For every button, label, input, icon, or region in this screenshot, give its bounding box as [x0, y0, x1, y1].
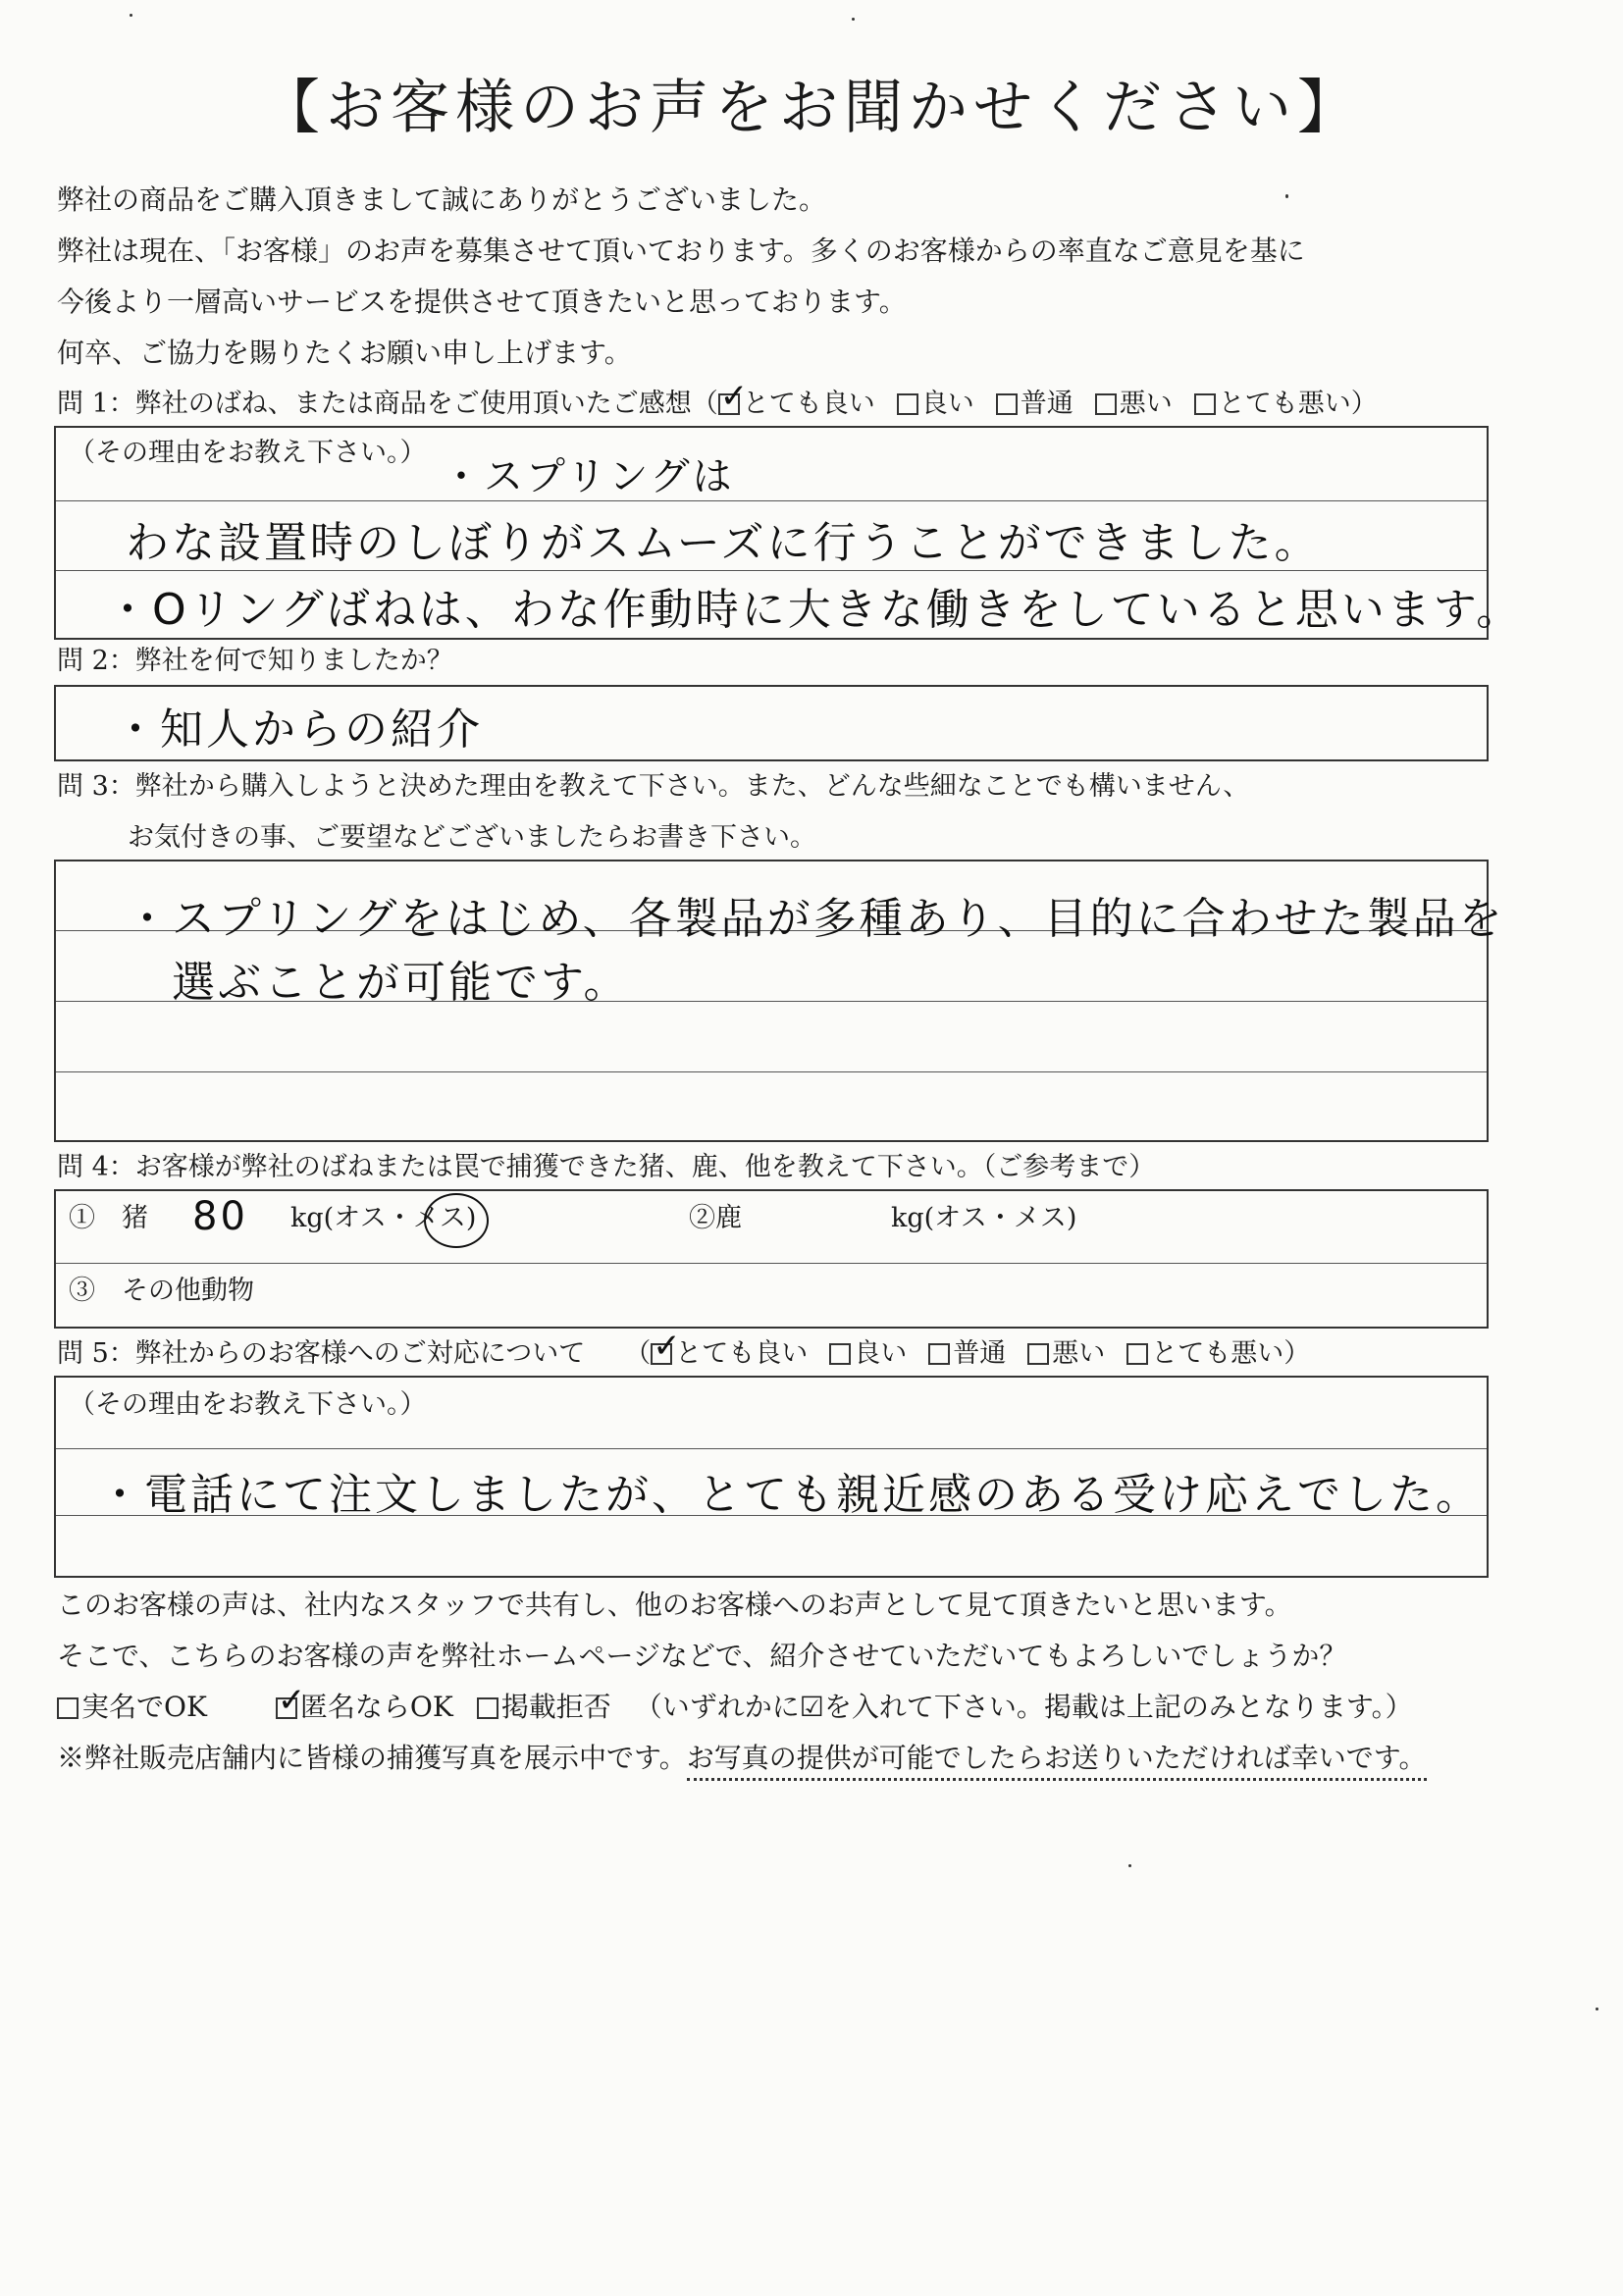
q5-checkbox-normal[interactable]	[928, 1343, 950, 1365]
intro-line-1: 弊社の商品をご購入頂きまして誠にありがとうございました。	[57, 183, 827, 216]
consent-line-1: このお客様の声は、社内なスタッフで共有し、他のお客様へのお声として見て頂きたいと思います。	[57, 1589, 1292, 1621]
consent-note: （いずれかに☑を入れて下さい。掲載は上記のみとなります。）	[634, 1691, 1413, 1723]
q1-answer-line-2: わな設置時のしぼりがスムーズに行うことができました。	[126, 518, 1321, 568]
q1-checkbox-good[interactable]	[897, 393, 918, 415]
q4-answer-box[interactable]	[54, 1189, 1489, 1329]
intro-line-3: 今後より一層高いサービスを提供させて頂きたいと思っております。	[57, 286, 907, 318]
consent-options	[57, 1691, 1413, 1723]
consent-option-anonymous: 匿名ならOK	[299, 1691, 453, 1723]
q1-answer-line-3: ・Oリングばねは、わな作動時に大きな働きをしていると思います。	[106, 585, 1523, 635]
q4-deer-unit: kg(オス・メス)	[891, 1203, 1077, 1233]
q1-label: 問 1：弊社のばね、または商品をご使用頂いたご感想（✓ とても良い 良い 普通 悪い とても悪い）	[57, 391, 1378, 417]
q1-answer-line-1: ・スプリングは	[442, 454, 735, 499]
consent-option-real-name: 実名でOK	[81, 1691, 207, 1723]
q3-label: 問 3：弊社から購入しようと決めた理由を教えて下さい。また、どんな些細なことでも構いません、	[57, 771, 1250, 802]
q3-answer-line-1: ・スプリングをはじめ、各製品が多種あり、目的に合わせた製品を	[126, 894, 1505, 944]
q1-checkbox-very-good[interactable]	[718, 393, 740, 415]
consent-checkbox-decline[interactable]	[477, 1697, 498, 1719]
q4-boar-female-circle	[424, 1193, 489, 1248]
q1-option-very-good: とても良い	[742, 389, 875, 419]
q4-other-label: ③ その他動物	[69, 1276, 254, 1306]
consent-checkbox-real-name[interactable]	[57, 1697, 79, 1719]
q4-boar-unit: kg(オス・メス)	[290, 1203, 477, 1233]
q5-checkbox-very-bad[interactable]	[1126, 1343, 1148, 1365]
q1-checkbox-very-bad[interactable]	[1194, 393, 1216, 415]
q1-reason-prompt: （その理由をお教え下さい。）	[69, 438, 427, 468]
q4-deer-label: ②鹿	[689, 1203, 742, 1233]
q2-answer: ・知人からの紹介	[114, 704, 483, 755]
consent-line-2: そこで、こちらのお客様の声を弊社ホームページなどで、紹介させていただいてもよろしいでしょうか？	[57, 1640, 1347, 1672]
q4-boar-label: ① 猪	[69, 1203, 148, 1233]
q1-checkbox-bad[interactable]	[1095, 393, 1117, 415]
q5-checkbox-good[interactable]	[829, 1343, 851, 1365]
q5-reason-prompt: （その理由をお教え下さい。）	[69, 1389, 427, 1420]
q5-label: 問 5：弊社からのお客様へのご対応について （✓ とても良い 良い 普通 悪い とても悪い）	[57, 1340, 1310, 1367]
q1-checkbox-normal[interactable]	[996, 393, 1018, 415]
consent-checkbox-anonymous[interactable]	[276, 1697, 297, 1719]
q5-checkbox-bad[interactable]	[1027, 1343, 1049, 1365]
footer-underlined-request: お写真の提供が可能でしたらお送りいただければ幸いです。	[687, 1742, 1427, 1781]
intro-line-2: 弊社は現在、「お客様」のお声を募集させて頂いております。多くのお客様からの率直なご意見を基に	[57, 235, 1305, 267]
form-title: 【お客様のお声をお聞かせください】	[261, 74, 1362, 142]
footer-note: ※弊社販売店舗内に皆様の捕獲写真を展示中です。お写真の提供が可能でしたらお送りいただければ幸いです。	[57, 1745, 1427, 1772]
q4-label: 問 4：お客様が弊社のばねまたは罠で捕獲できた猪、鹿、他を教えて下さい。（ご参考まで）	[57, 1152, 1156, 1182]
intro-line-4: 何卒、ご協力を賜りたくお願い申し上げます。	[57, 337, 632, 369]
q4-boar-weight: 80	[192, 1194, 248, 1239]
q5-checkbox-very-good[interactable]	[651, 1343, 672, 1365]
consent-option-decline: 掲載拒否	[500, 1691, 611, 1723]
q3-answer-line-2: 選ぶことが可能です。	[172, 958, 630, 1008]
q5-answer: ・電話にて注文しましたが、とても親近感のある受け応えでした。	[98, 1470, 1482, 1520]
q2-label: 問 2：弊社を何で知りましたか？	[57, 646, 453, 676]
q3-label-2: お気付きの事、ご要望などございましたらお書き下さい。	[128, 822, 816, 853]
